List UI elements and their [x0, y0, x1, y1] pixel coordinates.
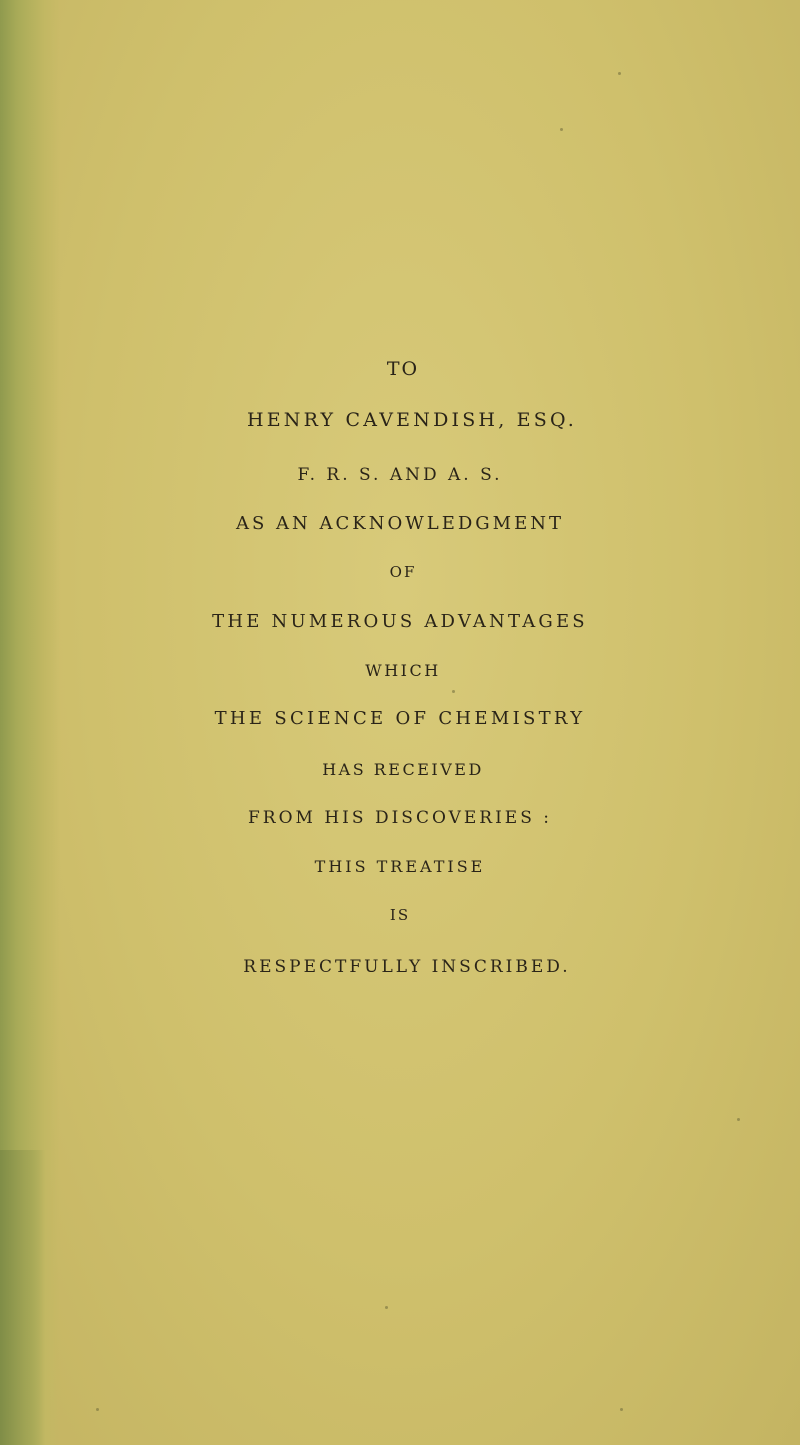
paper-speck [737, 1118, 740, 1121]
dedication-line: THIS TREATISE [314, 857, 486, 876]
dedication-line: OF [389, 563, 417, 581]
paper-speck [618, 72, 621, 75]
dedicatee-name: HENRY CAVENDISH, ESQ. [246, 409, 578, 431]
paper-speck [620, 1408, 623, 1411]
paper-speck [96, 1408, 99, 1411]
dedication-line: HAS RECEIVED [322, 760, 484, 779]
dedication-line: WHICH [365, 661, 441, 680]
dedication-line: THE NUMEROUS ADVANTAGES [212, 611, 588, 632]
dedication-to: TO [386, 358, 420, 380]
dedication-line: THE SCIENCE OF CHEMISTRY [214, 708, 586, 729]
dedication-line: IS [389, 906, 411, 924]
dedicatee-titles: F. R. S. AND A. S. [297, 465, 503, 485]
dedication-line: FROM HIS DISCOVERIES : [248, 808, 552, 828]
page-gutter-stain [0, 1150, 45, 1445]
paper-speck [385, 1306, 388, 1309]
dedication-closing: RESPECTFULLY INSCRIBED. [243, 957, 571, 977]
paper-speck [560, 128, 563, 131]
dedication-line: AS AN ACKNOWLEDGMENT [236, 513, 564, 534]
paper-speck [452, 690, 455, 693]
